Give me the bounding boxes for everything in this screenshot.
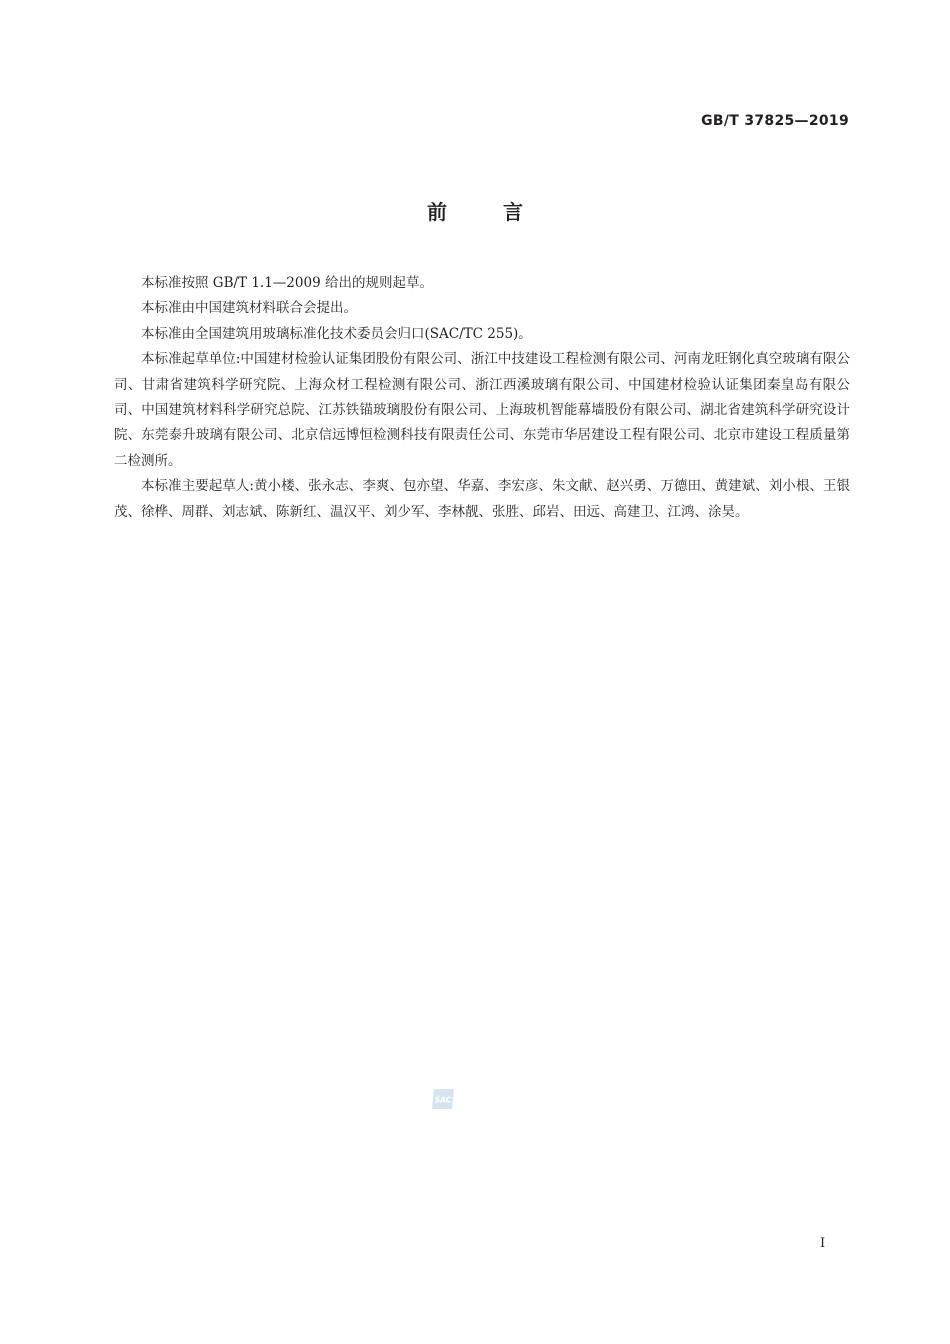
paragraph-drafting-rules: 本标准按照 GB/T 1.1—2009 给出的规则起草。	[141, 275, 433, 291]
paragraph-drafting-units: 本标准起草单位:中国建材检验认证集团股份有限公司、浙江中技建设工程检测有限公司、河南龙旺钢化真空玻璃有限公司、甘肃省建筑科学研究院、上海众材工程检测有限公司、浙江西溪玻璃有限公司、中国建材检验认证集团秦皇岛有限公司、中国建筑材料科学研究总院、江苏铁锚玻璃股份有限公司、上海玻机智能幕墙股份有限公司、湖北省建筑科学研究设计院、东莞泰升玻璃有限公司、北京信远博恒检测科技有限责任公司、东莞市华居建设工程有限公司、北京市建设工程质量第二检测所。	[114, 351, 850, 469]
page-title: 前言	[427, 200, 579, 224]
sac-logo-text: SAC	[434, 1095, 452, 1105]
sac-logo-icon	[430, 1088, 456, 1110]
page-number: I	[820, 1236, 826, 1251]
paragraph-committee: 本标准由全国建筑用玻璃标准化技术委员会归口(SAC/TC 255)。	[141, 325, 532, 342]
paragraph-drafters: 本标准主要起草人:黄小楼、张永志、李爽、包亦望、华嘉、李宏彦、朱文献、赵兴勇、万德田、黄建斌、刘小根、王银茂、徐桦、周群、刘志斌、陈新红、温汉平、刘少军、李林靓、张胜、邱岩、田远、高建卫、江鸿、涂昊。	[114, 478, 850, 520]
foreword-body	[114, 271, 850, 525]
paragraph-proposer: 本标准由中国建筑材料联合会提出。	[141, 300, 357, 317]
standard-code: GB/T 37825—2019	[701, 113, 849, 129]
